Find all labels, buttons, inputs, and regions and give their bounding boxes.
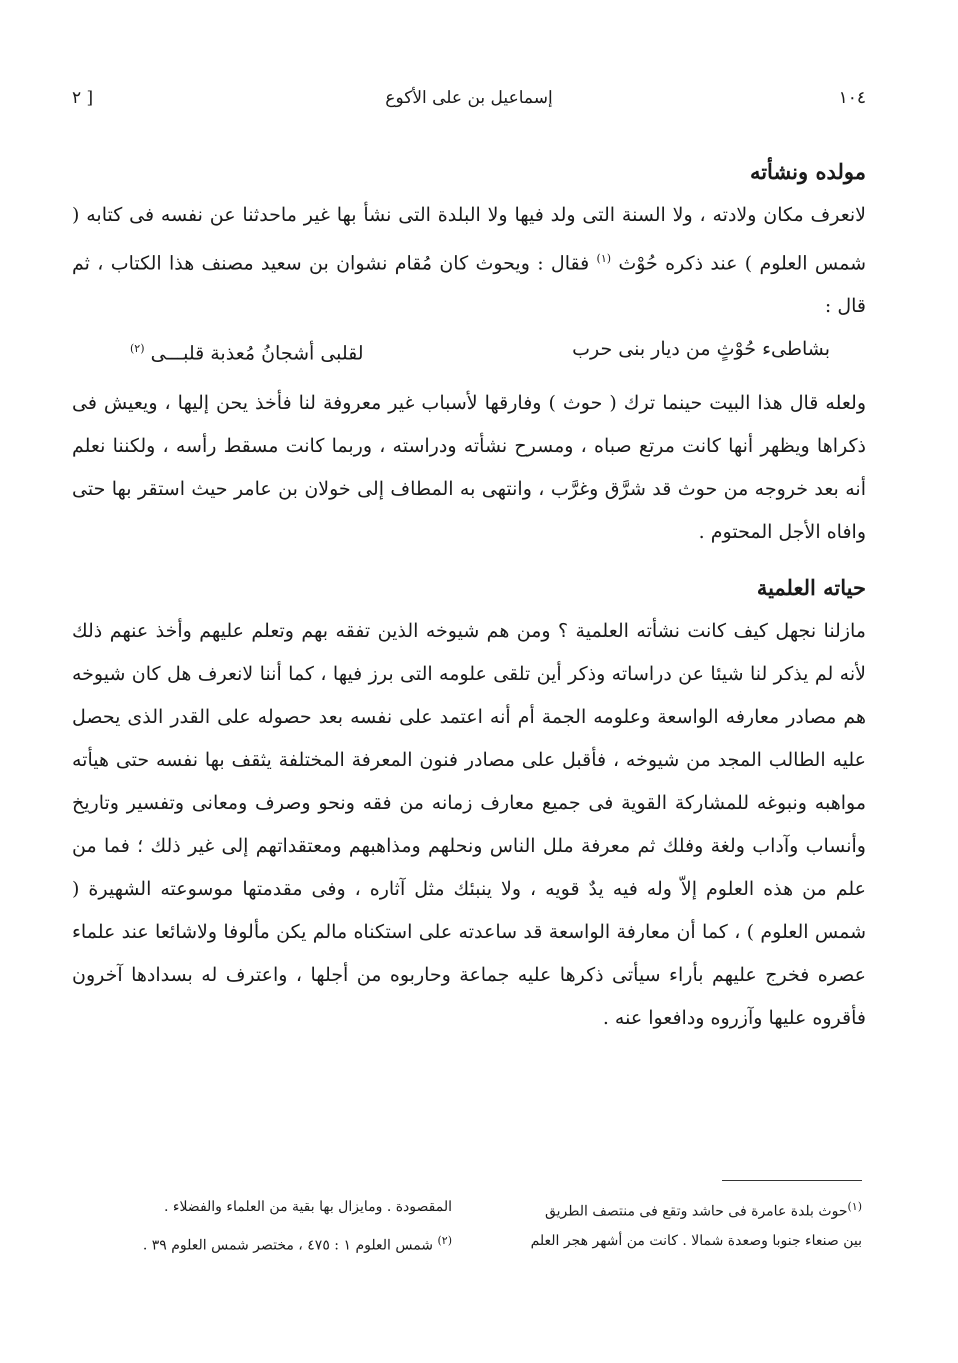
footnote-ref-2[interactable]: (٢) — [130, 342, 145, 356]
footnote-2 — [72, 1226, 452, 1261]
paragraph-birth-intro — [72, 194, 866, 328]
poetry-verse — [72, 328, 866, 382]
page-number: ١٠٤ — [838, 88, 866, 108]
paragraph-birth-hawth: ولعله قال هذا البيت حينما ترك ( حوث ) وفارقها لأسباب غير معروفة لنا فأخذ يحن إليها ، ويعيش فى ذكراها ويظهر أنها كانت مرتع صباه ، ومسرح نشأته ودراسته ، وربما كانت مسقط رأسه ، ولكننا نعلم أنه بعد خروجه من حوث قد شرَّق وغرَّب ، وانتهى به المطاف إلى خولان بن عامر حيث استقر بها حتى وافاه الأجل المحتوم . — [72, 392, 866, 544]
paragraph-scholarly-life: مازلنا نجهل كيف كانت نشأته العلمية ؟ ومن هم شيوخه الذين تفقه بهم وتعلم عليهم وأخذ عنهم ذلك لأنه لم يذكر لنا شيئا عن دراساته وذكر أين تلقى علومه التى برز فيها ، كما أننا لانعرف هل كان شيوخه هم مصادر معارفه الواسعة وعلومه الجمة أم أنه اعتمد على نفسه بعد حصوله على القدر الذى يحصل عليه الطالب المجد من شيوخه ، فأقبل على مصادر فنون المعرفة المختلفة يثقف بها نفسه حتى هيأته مواهبه ونبوغه للمشاركة القوية فى جميع معارف زمانه من فقه ونحو وصرف ومعانى وتفسير وتاريخ وأنساب وآداب ولغة وفلك ثم معرفة ملل الناس ونحلهم ومذاهبهم ومعتقداتهم إلى غير ذلك ؛ فما من علم من هذه العلوم إلاّ وله فيه يدٌ قويه ، ولا ينبئك مثل آثاره ، وفى مقدمتها موسوعته الشهيرة ( شمس العلوم ) ، كما أن معارفة الواسعة قد ساعدته على استكناه مالم يكن مألوفا ولاشائعا عند علماء عصره فخرج عليهم بأراء سيأتى ذكرها عليه جماعة وحاربوه من أجلها ، واعترف له بسدادها آخرون فأقروه عليها وآزروه ودافعوا عنه . — [72, 620, 866, 1030]
verse-text: لقلبى أشجانُ مُعذبة قلبـــى — [150, 342, 364, 365]
footnote-line — [72, 1192, 862, 1226]
paragraph-text: فقال : ويحوث كان مُقام نشوان بن سعيد مصنف هذا الكتاب ، ثم قال : — [72, 252, 866, 318]
section-heading-scholarly-life: حياته العلمية — [756, 575, 866, 601]
footnote-1-text: حوث بلدة عامرة فى حاشد وتقع فى منتصف الطريق — [544, 1203, 848, 1220]
running-head — [72, 88, 866, 122]
footnote-separator — [722, 1180, 862, 1181]
footnote-line — [72, 1226, 862, 1260]
paragraph-text: لانعرف مكان ولادته ، ولا السنة التى ولد فيها ولا البلدة التى نشأ بها غير ماحدثنا عن نفسه فى كتابه ( شمس العلوم ) عند ذكره حُوْث — [72, 204, 866, 275]
footnote-1-continuation: المقصودة . ومايزال بها بقية من العلماء والفضلاء . — [163, 1199, 452, 1215]
part-number: [ ٢ — [72, 88, 94, 108]
main-text — [72, 150, 866, 1040]
footnote-marker-2: (٢) — [437, 1234, 452, 1247]
section-heading-birth: مولده ونشأته — [749, 159, 866, 184]
footnotes — [72, 1192, 862, 1260]
footnote-2-text: شمس العلوم ١ : ٤٧٥ ، مختصر شمس العلوم ٣٩ . — [142, 1237, 434, 1254]
footnote-1 — [545, 1192, 862, 1227]
footnote-marker-1: (١) — [847, 1200, 862, 1213]
footnote-ref-1[interactable]: (١) — [596, 252, 612, 265]
running-title: إسماعيل بن على الأكوع — [385, 88, 553, 108]
footnote-1-text-cont: بين صنعاء جنوبا وصعدة شمالا . كانت من أشهر هجر العلم — [530, 1233, 862, 1249]
verse-second-hemistich — [130, 328, 364, 374]
verse-first-hemistich: بشاطىء حُوْثٍ من ديار بنى حرب — [572, 338, 830, 361]
